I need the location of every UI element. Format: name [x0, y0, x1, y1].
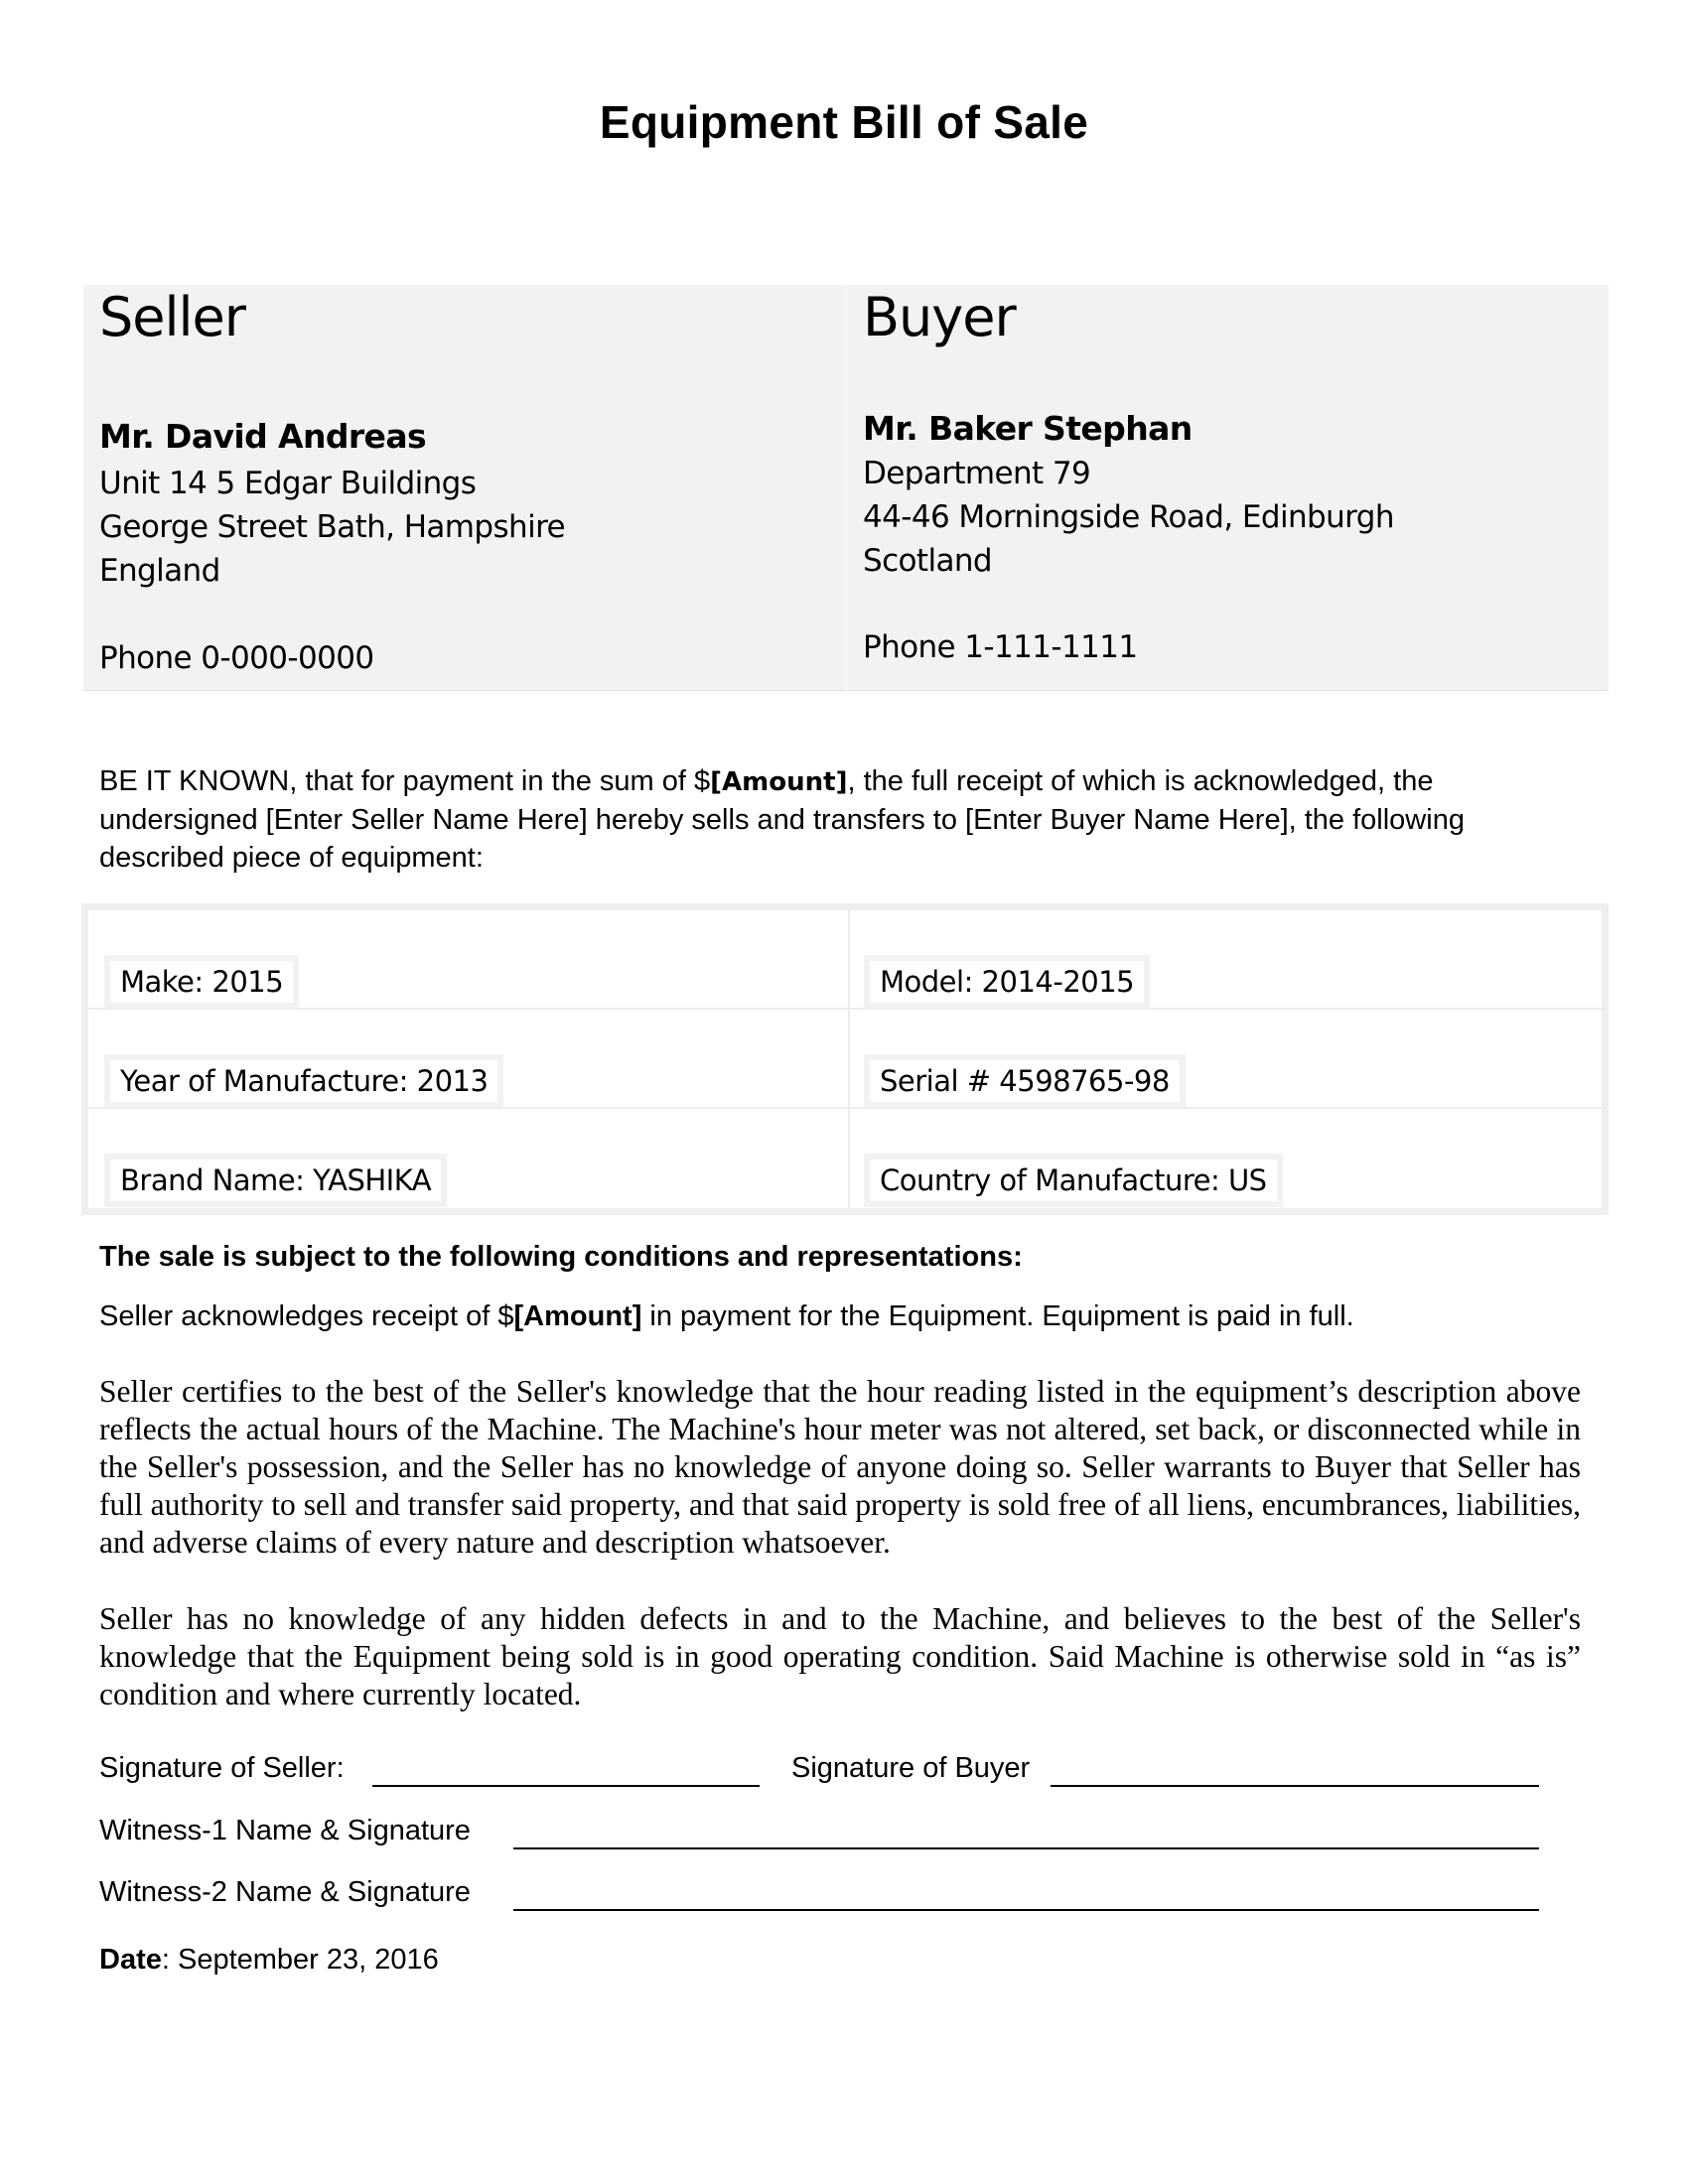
known-text-after: , the full receipt of which is acknowledged, the undersigned [Enter Seller Name Here] hereby sells and transfers to [Enter Buyer Name Here], the following described piece of equipment: — [99, 765, 1465, 874]
seller-address-line3: England — [99, 553, 220, 589]
seller-address-line1: Unit 14 5 Edgar Buildings — [99, 466, 477, 501]
seller-heading: Seller — [99, 286, 245, 348]
equipment-year: Year of Manufacture: 2013 — [104, 1054, 503, 1108]
ack-text-after: in payment for the Equipment. Equipment is paid in full. — [641, 1300, 1354, 1332]
buyer-signature-line[interactable] — [1051, 1785, 1539, 1787]
parties-box — [83, 285, 1609, 691]
hidden-defects-paragraph: Seller has no knowledge of any hidden defects in and to the Machine, and believes to the best of the Seller's knowledge that the Equipment being sold is in good operating condition. Said Machine is otherwise sold in “as is” condition and where currently located. — [99, 1601, 1581, 1711]
buyer-address-line1: Department 79 — [863, 456, 1091, 491]
known-amount-placeholder: [Amount] — [710, 767, 848, 797]
buyer-phone: Phone 1-111-1111 — [863, 629, 1138, 665]
buyer-name: Mr. Baker Stephan — [863, 409, 1193, 448]
table-column-divider — [848, 910, 850, 1208]
ack-text-before: Seller acknowledges receipt of $ — [99, 1300, 514, 1332]
equipment-table — [81, 903, 1609, 1215]
buyer-signature-label: Signature of Buyer — [791, 1752, 1031, 1784]
buyer-address-line2: 44-46 Morningside Road, Edinburgh — [863, 499, 1394, 535]
equipment-country: Country of Manufacture: US — [864, 1154, 1283, 1207]
known-text-before: BE IT KNOWN, that for payment in the sum of $ — [99, 765, 711, 797]
buyer-heading: Buyer — [863, 286, 1016, 348]
witness1-signature-line[interactable] — [513, 1847, 1539, 1849]
equipment-serial: Serial # 4598765-98 — [864, 1054, 1186, 1108]
buyer-address-line3: Scotland — [863, 543, 992, 579]
witness2-label: Witness-2 Name & Signature — [99, 1876, 471, 1908]
equipment-model: Model: 2014-2015 — [864, 955, 1150, 1009]
witness1-label: Witness-1 Name & Signature — [99, 1815, 471, 1846]
date-label: Date — [99, 1944, 162, 1976]
document-title: Equipment Bill of Sale — [599, 96, 1089, 148]
conditions-heading: The sale is subject to the following conditions and representations: — [99, 1241, 1023, 1273]
seller-signature-label: Signature of Seller: — [99, 1752, 345, 1784]
seller-signature-line[interactable] — [372, 1785, 760, 1787]
witness2-signature-line[interactable] — [513, 1909, 1539, 1911]
ack-amount-placeholder: [Amount] — [513, 1300, 642, 1332]
seller-phone: Phone 0-000-0000 — [99, 640, 374, 676]
date-line — [99, 1944, 439, 1977]
date-value: : September 23, 2016 — [161, 1944, 439, 1976]
hour-reading-paragraph: Seller certifies to the best of the Seller's knowledge that the hour reading listed in the equipment’s description above reflects the actual hours of the Machine. The Machine's hour meter was not altered, set back, or disconnected while in the Seller's possession, and the Seller has no knowledge of anyone doing so. Seller warrants to Buyer that Seller has full authority to sell and transfer said property, and that said property is sold free of all liens, encumbrances, liabilities, and adverse claims of every nature and description whatsoever. — [99, 1374, 1581, 1560]
seller-name: Mr. David Andreas — [99, 417, 427, 456]
table-row-divider — [88, 1008, 1602, 1010]
equipment-brand: Brand Name: YASHIKA — [104, 1154, 447, 1207]
payment-acknowledgement — [99, 1300, 1354, 1333]
be-it-known-paragraph — [99, 762, 1589, 877]
seller-address-line2: George Street Bath, Hampshire — [99, 509, 566, 545]
equipment-make: Make: 2015 — [104, 955, 299, 1009]
parties-divider — [846, 285, 847, 690]
